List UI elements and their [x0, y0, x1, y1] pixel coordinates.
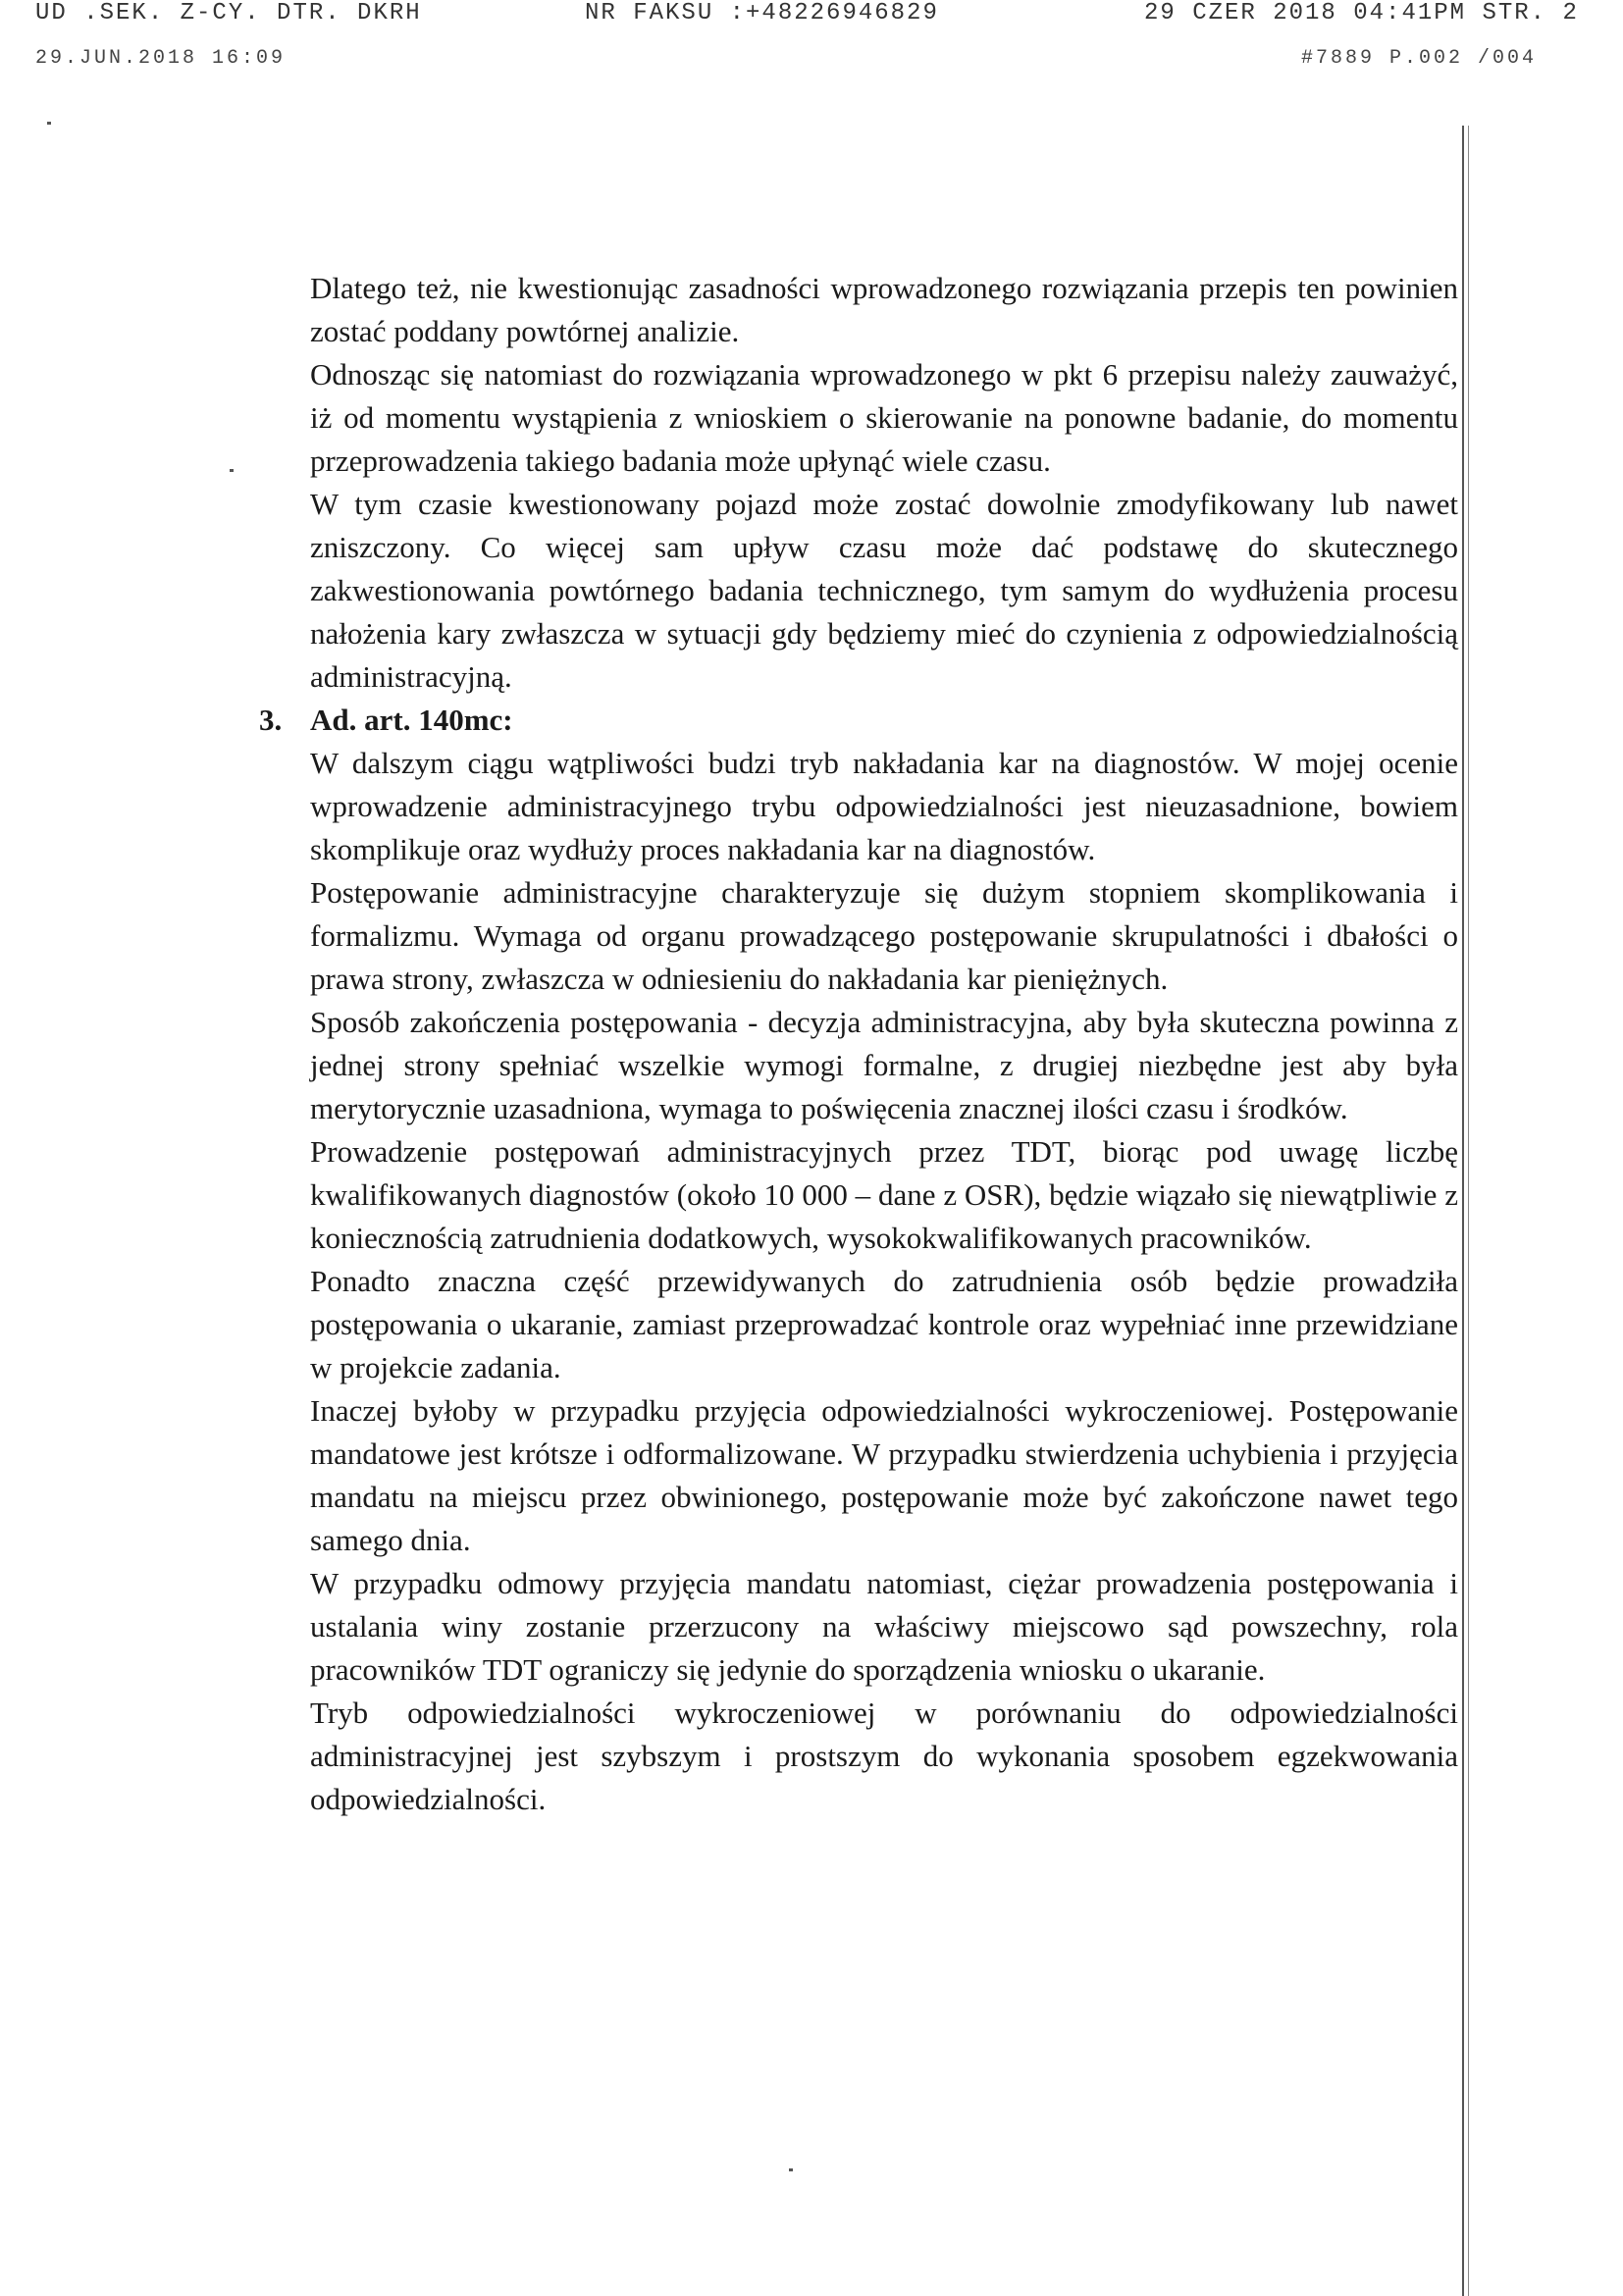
- scan-speck: [230, 469, 234, 472]
- paragraph: W tym czasie kwestionowany pojazd może zostać dowolnie zmodyfikowany lub nawet zniszczony. Co więcej sam upływ czasu może dać podstawę do skutecznego zakwestionowania powtórnego badania technicznego, tym samym do wydłużenia procesu nałożenia kary zwłaszcza w sytuacji gdy będziemy mieć do czynienia z odpowiedzialnością administracyjną.: [310, 487, 1458, 694]
- paragraph: Tryb odpowiedzialności wykroczeniowej w porównaniu do odpowiedzialności administracyjnej jest szybszym i prostszym do wykonania sposobem egzekwowania odpowiedzialności.: [310, 1696, 1458, 1816]
- paragraph: Prowadzenie postępowań administracyjnych przez TDT, biorąc pod uwagę liczbę kwalifikowanych diagnostów (około 10 000 – dane z OSR), będzie wiązało się niewątpliwie z koniecznością zatrudnienia dodatkowych, wysokokwalifikowanych pracowników.: [310, 1134, 1458, 1255]
- section-heading: [259, 699, 1458, 742]
- fax-sender-id: UD .SEK. Z-CY. DTR. DKRH: [35, 0, 422, 26]
- paragraph: W przypadku odmowy przyjęcia mandatu natomiast, ciężar prowadzenia postępowania i ustalania winy zostanie przerzucony na właściwy miejscowo sąd powszechny, rola pracowników TDT ograniczy się jedynie do sporządzenia wniosku o ukaranie.: [310, 1566, 1458, 1687]
- fax-number: NR FAKSU :+48226946829: [585, 0, 939, 26]
- paragraph: Sposób zakończenia postępowania - decyzja administracyjna, aby była skuteczna powinna z jednej strony spełniać wszelkie wymogi formalne, z drugiej niezbędne jest aby była merytorycznie uzasadniona, wymaga to poświęcenia znacznej ilości czasu i środków.: [310, 1005, 1458, 1125]
- fax-header-second: [35, 47, 1588, 77]
- fax-timestamp: 29.JUN.2018 16:09: [35, 47, 287, 70]
- scan-edge-line: [1462, 126, 1464, 2296]
- paragraph: Postępowanie administracyjne charakteryzuje się dużym stopniem skomplikowania i formalizmu. Wymaga od organu prowadzącego postępowanie skrupulatności i dbałości o prawa strony, zwłaszcza w odniesieniu do nakładania kar pieniężnych.: [310, 875, 1458, 996]
- fax-page-counter: #7889 P.002 /004: [1301, 47, 1538, 70]
- fax-date-page: 29 CZER 2018 04:41PM STR. 2: [1144, 0, 1579, 26]
- scan-speck: [47, 122, 51, 125]
- section-number: 3.: [259, 703, 283, 737]
- paragraph: Odnosząc się natomiast do rozwiązania wprowadzonego w pkt 6 przepisu należy zauważyć, iż od momentu wystąpienia z wnioskiem o skierowanie na ponowne badanie, do momentu przeprowadzenia takiego badania może upłynąć wiele czasu.: [310, 357, 1458, 478]
- scan-edge-line-secondary: [1468, 126, 1469, 2296]
- document-body: [259, 267, 1458, 1821]
- section-title: Ad. art. 140mc:: [310, 703, 513, 737]
- fax-header-top: [35, 0, 1588, 29]
- paragraph: Dlatego też, nie kwestionując zasadności wprowadzonego rozwiązania przepis ten powinien zostać poddany powtórnej analizie.: [310, 271, 1458, 348]
- paragraph: Ponadto znaczna część przewidywanych do zatrudnienia osób będzie prowadziła postępowania o ukaranie, zamiast przeprowadzać kontrole oraz wypełniać inne przewidziane w projekcie zadania.: [310, 1264, 1458, 1384]
- paragraph: W dalszym ciągu wątpliwości budzi tryb nakładania kar na diagnostów. W mojej ocenie wprowadzenie administracyjnego trybu odpowiedzialności jest nieuzasadnione, bowiem skomplikuje oraz wydłuży proces nakładania kar na diagnostów.: [310, 746, 1458, 866]
- scan-speck: [789, 2168, 793, 2171]
- paragraph: Inaczej byłoby w przypadku przyjęcia odpowiedzialności wykroczeniowej. Postępowanie mandatowe jest krótsze i odformalizowane. W przypadku stwierdzenia uchybienia i przyjęcia mandatu na miejscu przez obwinionego, postępowanie może być zakończone nawet tego samego dnia.: [310, 1393, 1458, 1557]
